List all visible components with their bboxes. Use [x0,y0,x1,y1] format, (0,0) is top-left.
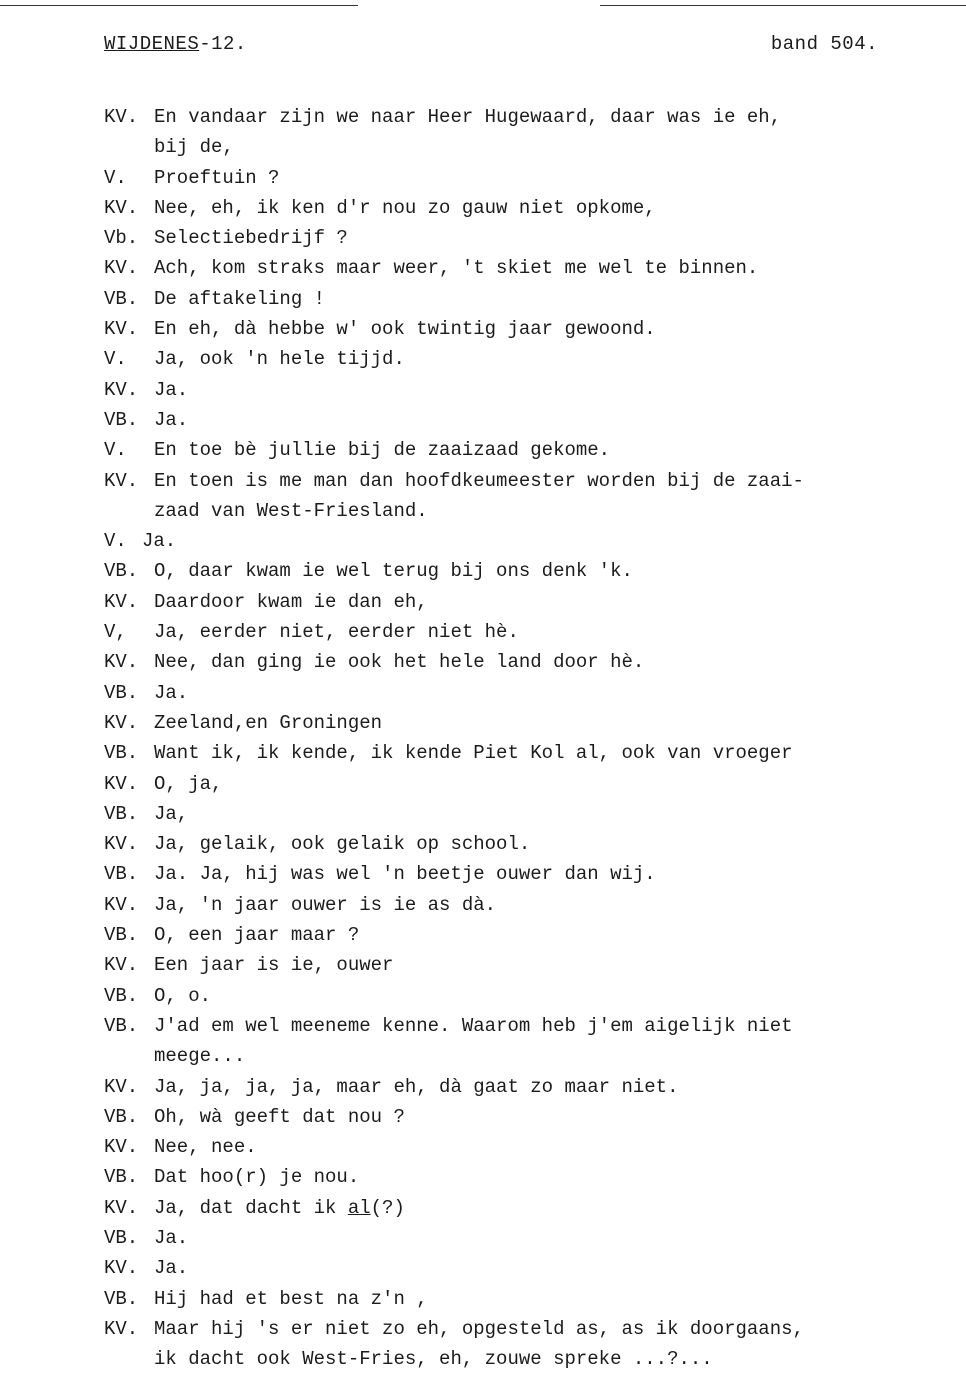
utterance-text: Ja. Ja, hij was wel 'n beetje ouwer dan wij. [154,863,656,886]
speaker-label: V, [104,621,127,644]
utterance-text: En toen is me man dan hoofdkeumeester worden bij de zaai- [154,469,804,492]
transcript-line [104,405,884,435]
speaker-label: KV. [104,893,139,916]
transcript-line [104,950,884,980]
utterance-text: J'ad em wel meeneme kenne. Waarom heb j'em aigelijk niet [154,1014,793,1037]
transcript [104,102,884,1374]
transcript-line [104,1162,884,1192]
utterance-text: Ja. [154,1257,189,1280]
utterance-text: Selectiebedrijf ? [154,227,348,250]
speaker-label: KV. [104,833,139,856]
speaker-label: Vb. [104,227,139,250]
transcript-line [104,1193,884,1223]
utterance-text: O, daar kwam ie wel terug bij ons denk 'k. [154,560,633,583]
document-title [104,33,247,55]
speaker-label: KV. [104,196,139,219]
utterance-text: Ja. [154,408,189,431]
speaker-label: KV. [104,1196,139,1219]
speaker-label: VB. [104,408,139,431]
transcript-line [104,1102,884,1132]
transcript-line [104,647,884,677]
speaker-label: KV. [104,257,139,280]
transcript-line [104,163,884,193]
utterance-text: bij de, [154,136,234,159]
utterance-text: zaad van West-Friesland. [154,499,428,522]
transcript-line [104,859,884,889]
speaker-label: KV. [104,106,139,128]
speaker-label: KV. [104,1317,139,1340]
transcript-line [104,829,884,859]
speaker-label: KV. [104,318,139,341]
speaker-label: VB. [104,984,139,1007]
transcript-line [104,556,884,586]
title-name: WIJDENES [104,33,200,55]
transcript-line [104,617,884,647]
utterance-text: Dat hoo(r) je nou. [154,1166,360,1189]
transcript-line [104,435,884,465]
transcript-line [104,314,884,344]
transcript-continuation [104,1344,884,1374]
speaker-label: KV. [104,954,139,977]
transcript-line [104,678,884,708]
utterance-text: Een jaar is ie, ouwer [154,954,394,977]
speaker-label: V. [104,530,127,553]
speaker-label: KV. [104,772,139,795]
utterance-text-start: Ja, dat dacht ik [154,1196,348,1219]
band-number: band 504. [770,33,878,55]
utterance-text: Ja, 'n jaar ouwer is ie as dà. [154,893,497,916]
utterance-text-end: (?) [370,1196,405,1219]
utterance-text: En vandaar zijn we naar Heer Hugewaard, daar was ie eh, [154,106,782,128]
speaker-label: VB. [104,681,139,704]
transcript-line [104,1223,884,1253]
utterance-text: O, ja, [154,772,223,795]
speaker-label: VB. [104,1105,139,1128]
speaker-label: VB. [104,924,139,947]
transcript-line [104,1072,884,1102]
utterance-text: Zeeland,en Groningen [154,711,383,734]
transcript-line [104,738,884,768]
utterance-text: ik dacht ook West-Fries, eh, zouwe spreke ...?... [154,1348,713,1371]
speaker-label: VB. [104,287,139,310]
speaker-label: V. [104,348,127,371]
speaker-label: VB. [104,560,139,583]
utterance-text: Ja. [154,1226,189,1249]
utterance-text: En toe bè jullie bij de zaaizaad gekome. [154,439,611,462]
transcript-line [104,981,884,1011]
utterance-text: De aftakeling ! [154,287,326,310]
transcript-line [104,253,884,283]
transcript-line [104,890,884,920]
utterance-text: Ja, [154,802,189,825]
transcript-continuation [104,496,884,526]
utterance-text: Want ik, ik kende, ik kende Piet Kol al, ook van vroeger [154,742,793,765]
speaker-label: V. [104,439,127,462]
speaker-label: KV. [104,469,139,492]
utterance-text: O, o. [154,984,212,1007]
transcript-line [104,223,884,253]
utterance-text: Ach, kom straks maar weer, 't skiet me wel te binnen. [154,257,759,280]
transcript-continuation [104,1041,884,1071]
utterance-text: Hij had et best na z'n , [154,1287,428,1310]
utterance-text: Maar hij 's er niet zo eh, opgesteld as, as ik doorgaans, [154,1317,804,1340]
transcript-line [104,920,884,950]
speaker-label: VB. [104,1287,139,1310]
transcript-line [104,193,884,223]
speaker-label: KV. [104,711,139,734]
utterance-text: Ja, ja, ja, ja, maar eh, dà gaat zo maar niet. [154,1075,679,1098]
transcript-line [104,375,884,405]
transcript-line [104,708,884,738]
transcript-line [104,1284,884,1314]
utterance-text: Daardoor kwam ie dan eh, [154,590,428,613]
utterance-text: meege... [154,1045,246,1068]
speaker-label: KV. [104,651,139,674]
transcript-line [104,1253,884,1283]
transcript-line [104,1011,884,1041]
transcript-line [104,102,884,132]
utterance-text: Oh, wà geeft dat nou ? [154,1105,405,1128]
utterance-text [154,1193,405,1223]
utterance-text: Ja. [154,681,189,704]
title-suffix: -12. [199,33,247,55]
transcript-line [104,526,884,556]
transcript-line [104,587,884,617]
speaker-label: KV. [104,378,139,401]
speaker-label: KV. [104,1257,139,1280]
speaker-label: VB. [104,1166,139,1189]
transcript-continuation [104,132,884,162]
utterance-text: Ja, ook 'n hele tijjd. [154,348,405,371]
transcript-line [104,769,884,799]
transcript-line [104,466,884,496]
transcript-line [104,284,884,314]
speaker-label: KV. [104,1136,139,1159]
transcript-line [104,1132,884,1162]
transcript-line [104,344,884,374]
speaker-label: VB. [104,742,139,765]
utterance-text: Ja, eerder niet, eerder niet hè. [154,621,519,644]
utterance-text: Proeftuin ? [154,166,280,189]
utterance-text: Ja, gelaik, ook gelaik op school. [154,833,531,856]
speaker-label: VB. [104,1226,139,1249]
speaker-label: KV. [104,590,139,613]
speaker-label: VB. [104,802,139,825]
speaker-label: VB. [104,1014,139,1037]
speaker-label: V. [104,166,127,189]
speaker-label: KV. [104,1075,139,1098]
transcript-line [104,1314,884,1344]
top-rule-right [600,5,966,6]
utterance-text: Nee, dan ging ie ook het hele land door hè. [154,651,645,674]
utterance-text: Ja. [142,530,177,553]
speaker-label: VB. [104,863,139,886]
utterance-text: En eh, dà hebbe w' ook twintig jaar gewoond. [154,318,656,341]
utterance-text: O, een jaar maar ? [154,924,360,947]
transcript-line [104,799,884,829]
utterance-text: Ja. [154,378,189,401]
utterance-text: Nee, eh, ik ken d'r nou zo gauw niet opkome, [154,196,656,219]
utterance-text: Nee, nee. [154,1136,257,1159]
top-rule-left [0,5,358,6]
underlined-word: al [347,1196,371,1219]
